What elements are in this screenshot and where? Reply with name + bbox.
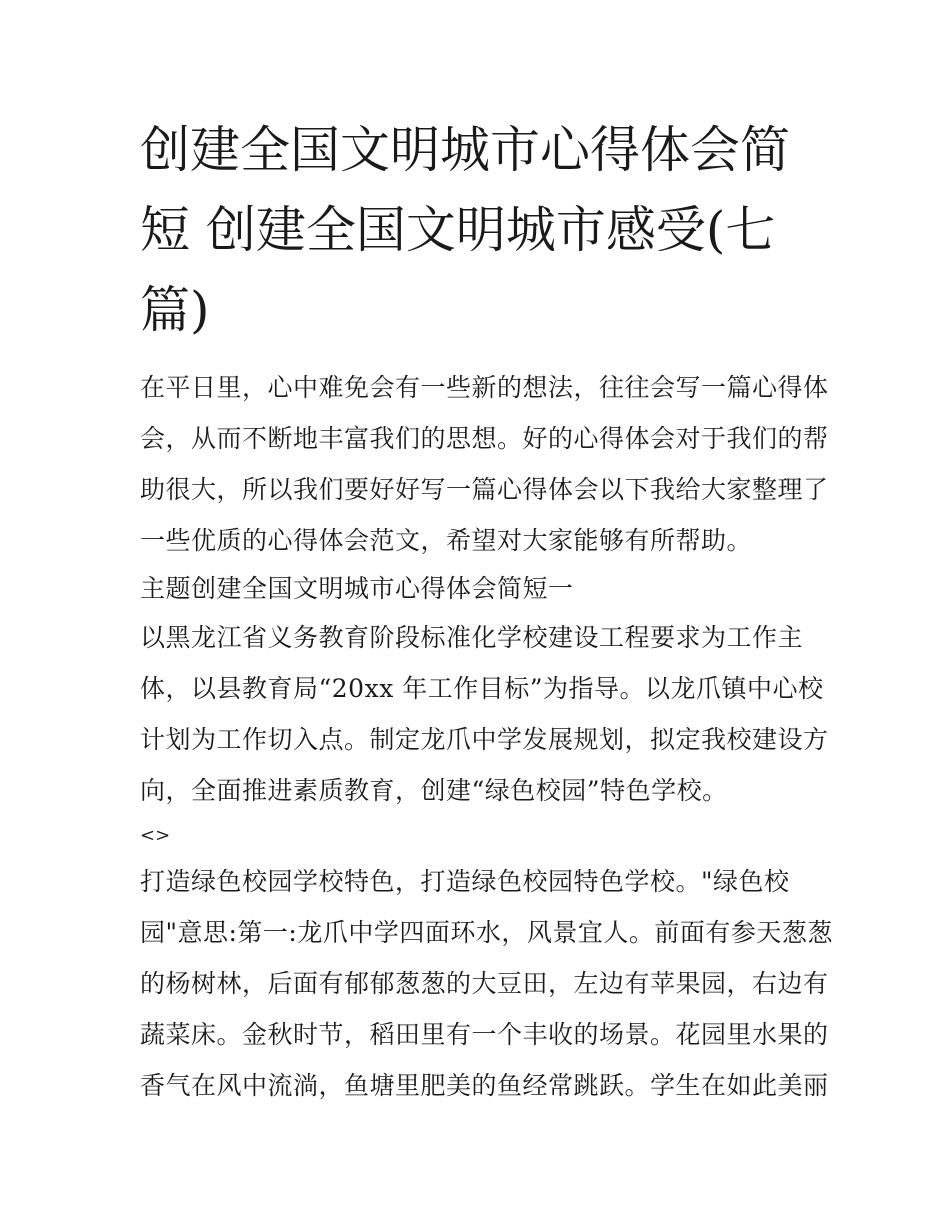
text-line: 在平日里，心中难免会有一些新的想法，往往会写一篇心得体	[140, 373, 829, 402]
text-line: 蔬菜床。金秋时节，稻田里有一个丰收的场景。花园里水果的	[140, 1020, 829, 1049]
text-line: 以黑龙江省义务教育阶段标准化学校建设工程要求为工作主	[140, 623, 804, 652]
text-line: 助很大，所以我们要好好写一篇心得体会以下我给大家整理了	[140, 475, 829, 504]
document-body	[140, 110, 833, 1111]
document-title	[140, 110, 820, 350]
title-line: 篇)	[140, 281, 210, 339]
body-paragraph-1	[140, 612, 829, 816]
text-line: 的杨树林，后面有郁郁葱葱的大豆田，左边有苹果园，右边有	[140, 969, 829, 998]
text-line: 计划为工作切入点。制定龙爪中学发展规划，拟定我校建设方	[140, 725, 829, 754]
text-line: 体，以县教育局“20xx 年工作目标”为指导。以龙爪镇中心校	[140, 674, 824, 703]
body-paragraph-2	[140, 856, 833, 1111]
placeholder-marker: <>	[140, 825, 171, 846]
text-line: 打造绿色校园学校特色，打造绿色校园特色学校。"绿色校	[140, 867, 790, 896]
text-line: 园"意思:第一:龙爪中学四面环水，风景宜人。前面有参天葱葱	[140, 918, 833, 947]
text-line: 向，全面推进素质教育，创建“绿色校园”特色学校。	[140, 776, 728, 805]
text-line: 香气在风中流淌，鱼塘里肥美的鱼经常跳跃。学生在如此美丽	[140, 1071, 829, 1100]
title-line: 创建全国文明城市心得体会简	[140, 121, 790, 179]
text-line: 一些优质的心得体会范文，希望对大家能够有所帮助。	[140, 526, 753, 555]
intro-paragraph	[140, 362, 829, 566]
title-line: 短 创建全国文明城市感受(七	[140, 201, 776, 259]
section-heading: 主题创建全国文明城市心得体会简短一	[140, 574, 574, 603]
text-line: 会，从而不断地丰富我们的思想。好的心得体会对于我们的帮	[140, 424, 829, 453]
